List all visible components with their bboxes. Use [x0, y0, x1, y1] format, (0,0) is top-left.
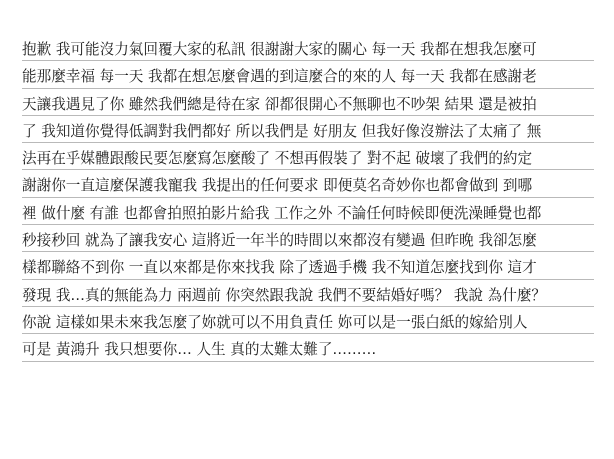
note-line: 裡 做什麼 有誰 也都會拍照拍影片給我 工作之外 不論任何時候即便洗澡睡覺也都 — [22, 198, 594, 225]
note-line: 謝謝你一直這麼保護我寵我 我提出的任何要求 即便莫名奇妙你也都會做到 到哪 — [22, 170, 594, 197]
note-line: 天讓我遇見了你 雖然我們總是待在家 卻都很開心不無聊也不吵架 結果 還是被拍 — [22, 89, 594, 116]
note-text-block — [22, 34, 594, 362]
note-line: 你說 這樣如果未來我怎麼了妳就可以不用負責任 妳可以是一張白紙的嫁給別人 — [22, 307, 594, 334]
note-line: 了 我知道你覺得低調對我們都好 所以我們是 好朋友 但我好像沒辦法了太痛了 無 — [22, 116, 594, 143]
note-line: 秒接秒回 就為了讓我安心 這將近一年半的時間以來都沒有變過 但昨晚 我卻怎麼 — [22, 225, 594, 252]
note-line: 法再在乎媒體跟酸民要怎麼寫怎麼酸了 不想再假裝了 對不起 破壞了我們的約定 — [22, 143, 594, 170]
note-line: 抱歉 我可能沒力氣回覆大家的私訊 很謝謝大家的關心 每一天 我都在想我怎麼可 — [22, 34, 594, 61]
note-line: 發現 我…真的無能為力 兩週前 你突然跟我說 我們不要結婚好嗎？ 我說 為什麼？ — [22, 280, 594, 307]
note-line: 可是 黃鴻升 我只想要你… 人生 真的太難太難了……… — [22, 334, 594, 361]
note-line: 能那麼幸福 每一天 我都在想怎麼會遇的到這麼合的來的人 每一天 我都在感謝老 — [22, 61, 594, 88]
note-line: 樣都聯絡不到你 一直以來都是你來找我 除了透過手機 我不知道怎麼找到你 這才 — [22, 252, 594, 279]
